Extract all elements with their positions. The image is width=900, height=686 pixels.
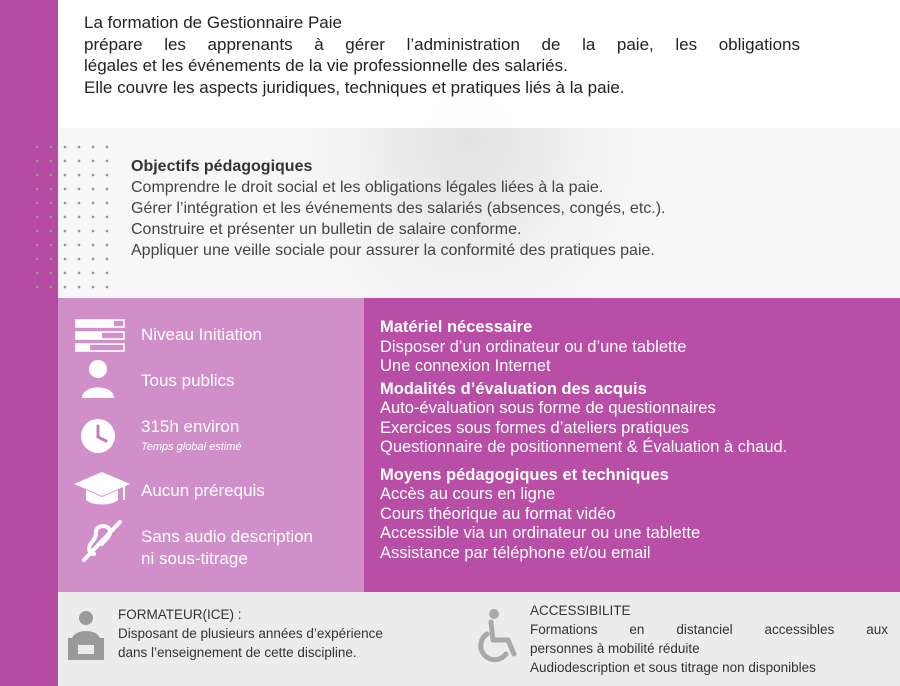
accessibility-line-1: Formations en distanciel accessibles aux — [530, 622, 888, 637]
evaluation-item: Auto-évaluation sous forme de questionnaires — [380, 399, 716, 417]
means-item: Assistance par téléphone et/ou email — [380, 543, 651, 562]
wheelchair-icon — [476, 608, 522, 668]
trainer-title: FORMATEUR(ICE) : — [118, 607, 242, 622]
means-item: Accessible via un ordinateur ou une tablette — [380, 524, 701, 542]
audio-label-line-1: Sans audio description — [141, 527, 314, 546]
objective-item: Construire et présenter un bulletin de salaire conforme. — [131, 221, 522, 238]
duration-note: Temps global estimé — [141, 441, 242, 453]
trainer-line-1: Disposant de plusieurs années d’expérience — [118, 626, 383, 641]
means-item: Accès au cours en ligne — [380, 485, 556, 503]
objective-item: Comprendre le droit social et les obligations légales liées à la paie. — [131, 179, 604, 196]
level-label: Niveau Initiation — [141, 325, 262, 344]
evaluation-item: Questionnaire de positionnement & Évaluation à chaud. — [380, 438, 788, 456]
objective-item: Gérer l’intégration et les événements des salariés (absences, congés, etc.). — [131, 200, 666, 217]
left-accent-stripe — [0, 0, 58, 686]
objective-item: Appliquer une veille sociale pour assurer la conformité des pratiques paie. — [131, 242, 655, 259]
objectives-section — [131, 156, 666, 261]
audio-label-line-2: ni sous-titrage — [141, 549, 248, 568]
graduation-cap-icon — [72, 466, 132, 512]
features-panel — [58, 298, 364, 592]
user-icon — [72, 358, 132, 404]
dot-pattern — [30, 140, 114, 290]
clock-icon — [72, 414, 132, 460]
accessibility-line-2: personnes à mobilité réduite — [530, 641, 700, 656]
trainer-icon — [64, 610, 108, 666]
duration-label: 315h environ — [141, 417, 240, 436]
material-title: Matériel nécessaire — [380, 318, 533, 336]
intro-text — [84, 12, 800, 98]
audience-label: Tous publics — [141, 371, 235, 390]
prerequisites-label: Aucun prérequis — [141, 481, 265, 500]
evaluation-item: Exercices sous formes d’ateliers pratiques — [380, 418, 690, 437]
accessibility-section — [530, 601, 888, 677]
details-text — [380, 318, 895, 563]
objectives-title: Objectifs pédagogiques — [131, 158, 313, 175]
means-item: Cours théorique au format vidéo — [380, 504, 616, 523]
intro-line-3: légales et les événements de la vie professionnelle des salariés. — [84, 56, 568, 75]
material-item: Disposer d’un ordinateur ou d’une tablette — [380, 337, 687, 356]
means-title: Moyens pédagogiques et techniques — [380, 465, 669, 484]
intro-line-2: prépare les apprenants à gérer l’administration de la paie, les obligations — [84, 34, 800, 54]
trainer-line-2: dans l’enseignement de cette discipline. — [118, 645, 357, 660]
intro-line-4: Elle couvre les aspects juridiques, techniques et pratiques liés à la paie. — [84, 77, 625, 97]
trainer-section — [118, 605, 458, 662]
accessibility-line-3: Audiodescription et sous titrage non disponibles — [530, 660, 816, 675]
material-item: Une connexion Internet — [380, 357, 551, 375]
evaluation-title: Modalités d’évaluation des acquis — [380, 379, 647, 398]
hearing-impaired-icon — [72, 518, 132, 564]
intro-line-1: La formation de Gestionnaire Paie — [84, 13, 342, 32]
accessibility-title: ACCESSIBILITE — [530, 603, 631, 618]
